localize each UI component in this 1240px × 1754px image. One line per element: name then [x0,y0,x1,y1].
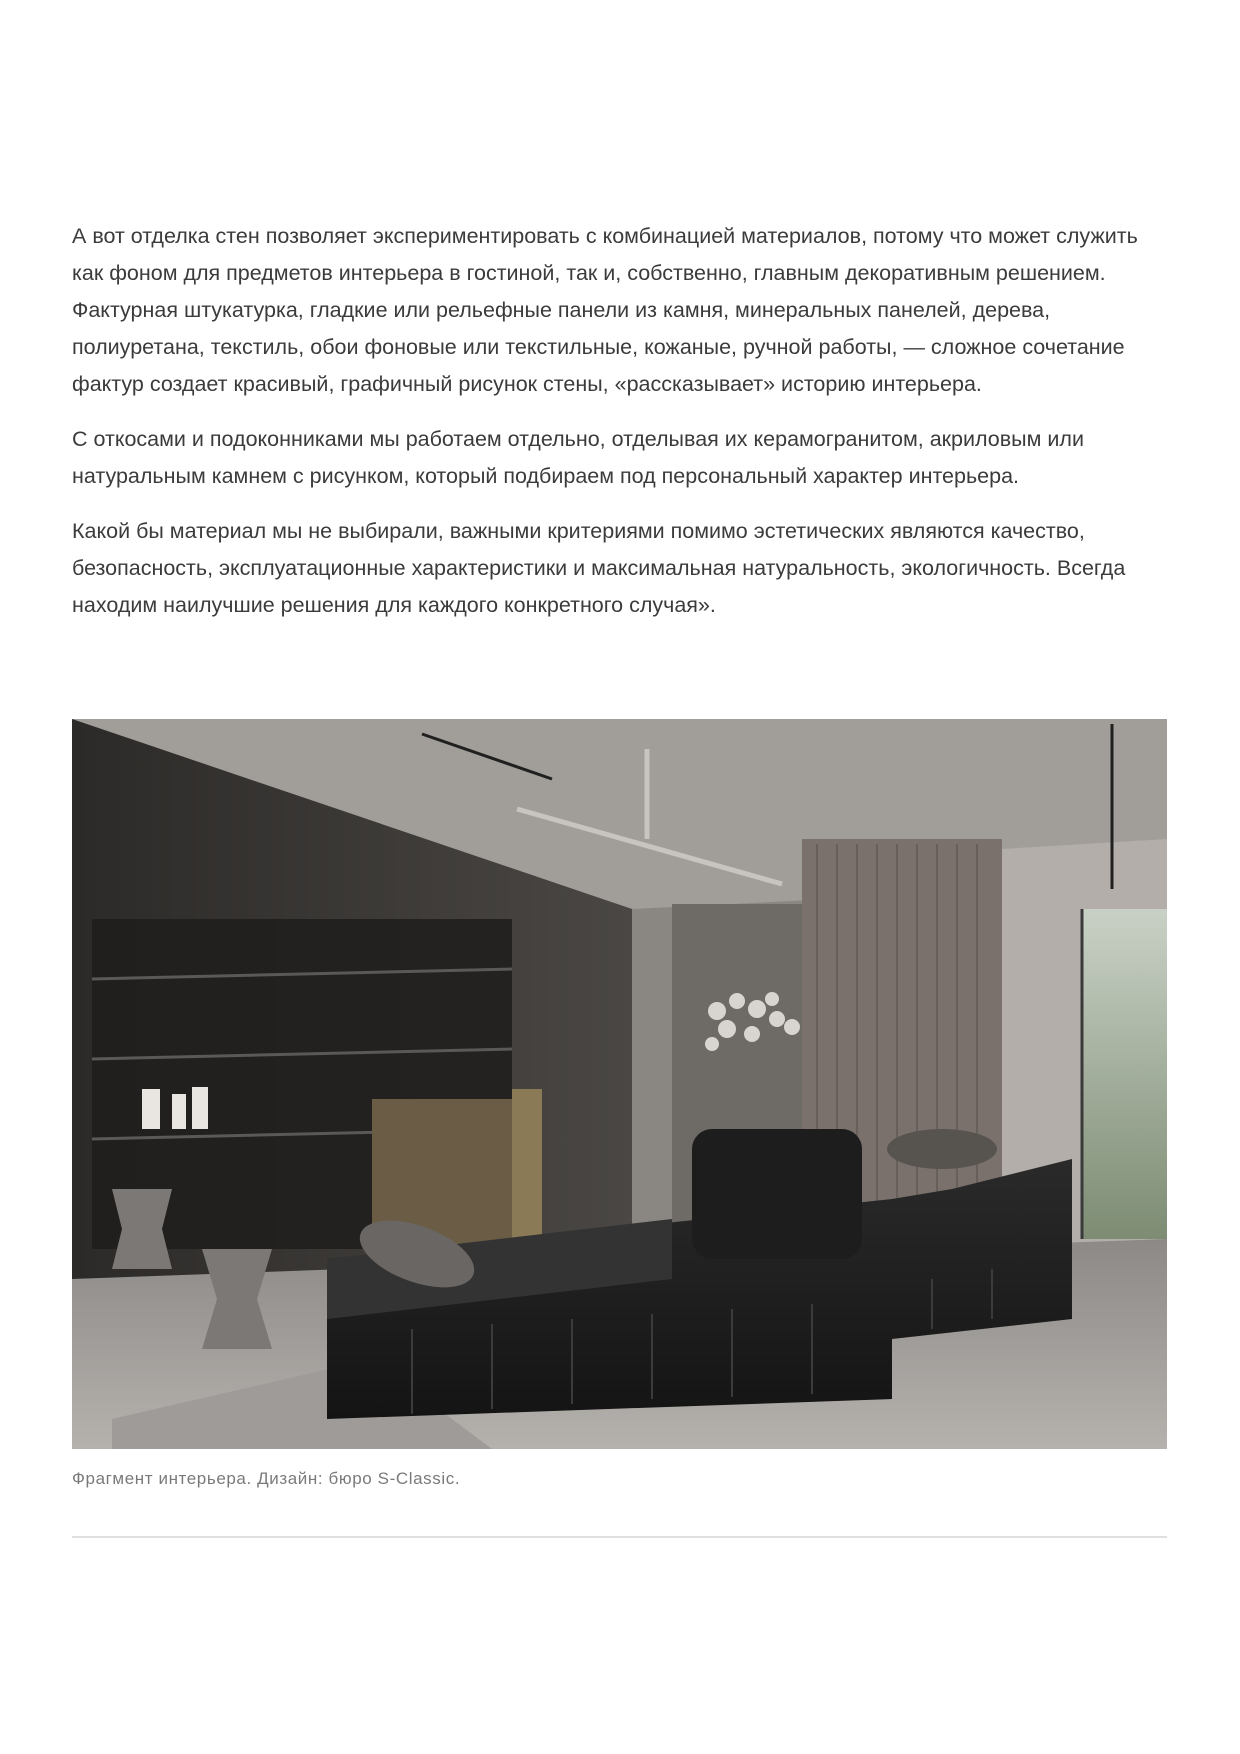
sofa-headrest [692,1129,862,1259]
section-divider [72,1536,1167,1538]
article-paragraph-3: Какой бы материал мы не выбирали, важными критериями помимо эстетических являются качество, безопасность, эксплуатационные характеристики и максимальная натуральность, экологичность. Всегда находим наилучшие решения для каждого конкретного случая». [72,519,1126,617]
throw-blanket [887,1129,997,1169]
article-paragraph-2: С откосами и подоконниками мы работаем отдельно, отделывая их керамогранитом, акриловым или натуральным камнем с рисунком, который подбираем под персональный характер интерьера. [72,427,1084,488]
brass-panel [512,1089,542,1259]
interior-photo [72,719,1167,1449]
article-paragraph-1: А вот отделка стен позволяет экспериментировать с комбинацией материалов, потому что может служить как фоном для предметов интерьера в гостиной, так и, собственно, главным декоративным решением. Фактурная штукатурка, гладкие или рельефные панели из камня, минеральных панелей, дерева, полиуретана, текстиль, обои фоновые или текстильные, кожаные, ручной работы, — сложное сочетание фактур создает красивый, графичный рисунок стены, «рассказывает» историю интерьера. [72,224,1138,396]
image-caption: Фрагмент интерьера. Дизайн: бюро S-Classic. [72,1469,461,1488]
interior-photo-illustration [72,719,1167,1449]
article-body [72,218,1167,642]
window [1082,909,1167,1239]
